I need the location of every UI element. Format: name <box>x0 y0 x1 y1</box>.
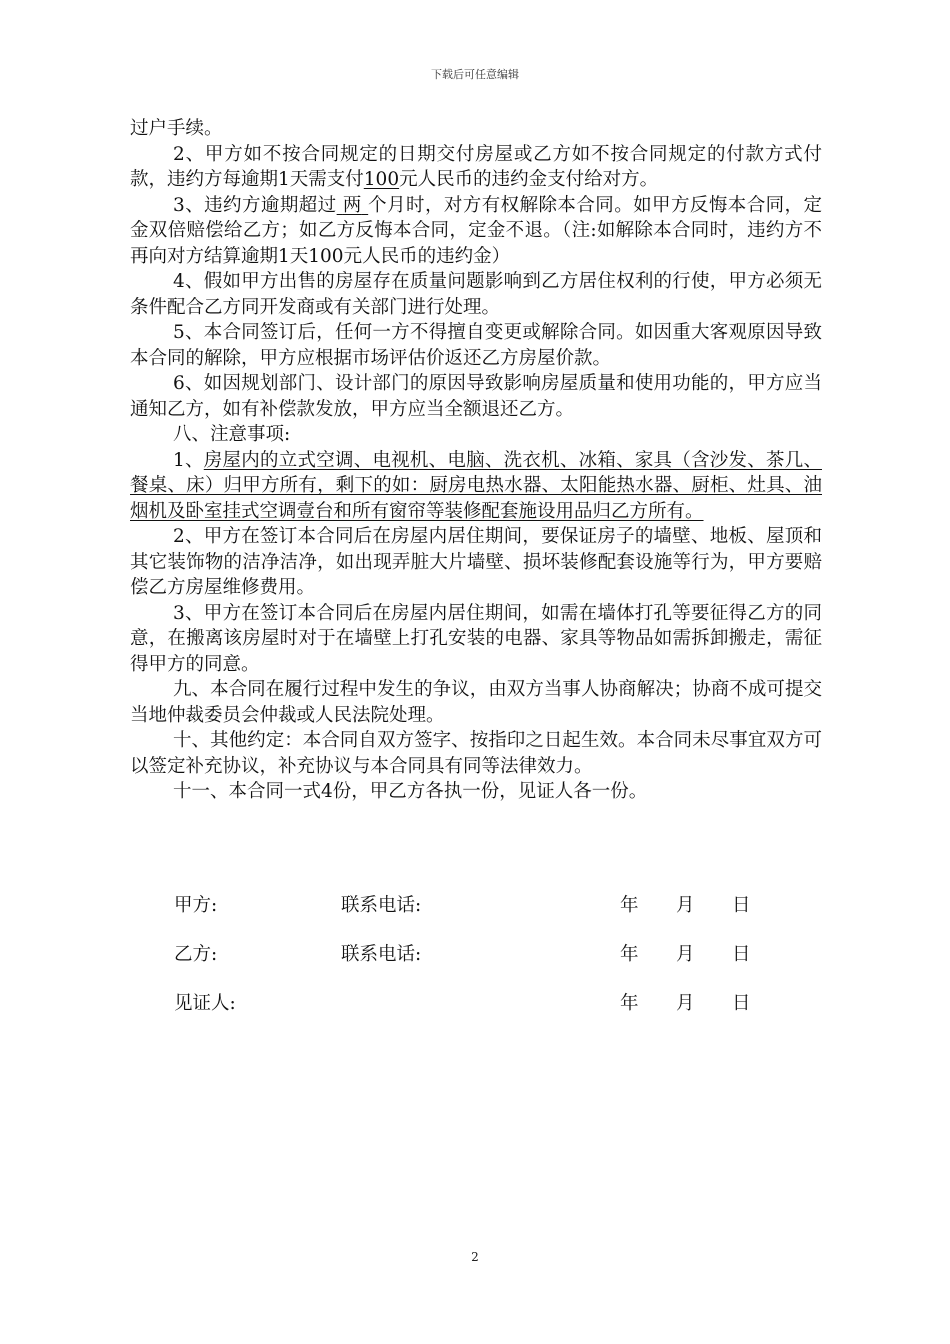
paragraph-text: 九、本合同在履行过程中发生的争议，由双方当事人协商解决；协商不成可提交当地仲裁委员会仲裁或人民法院处理。 <box>130 679 822 726</box>
month-label: 月 <box>676 944 695 965</box>
clause-copies <box>130 779 822 805</box>
penalty-amount: 100 <box>363 169 400 190</box>
note-furniture-ownership <box>130 448 822 525</box>
paragraph-continuation <box>130 116 822 142</box>
clause-breach-payment <box>130 142 822 193</box>
day-label: 日 <box>732 993 751 1014</box>
clause-quality-issue <box>130 269 822 320</box>
paragraph-text: 3、甲方在签订本合同后在房屋内居住期间，如需在墙体打孔等要征得乙方的同意，在搬离该房屋时对于在墙壁上打孔安装的电器、家具等物品如需拆卸搬走，需征得甲方的同意。 <box>130 602 822 675</box>
overdue-period <box>337 195 369 216</box>
page-header: 下载后可任意编辑 <box>431 68 519 81</box>
paragraph-text: 十一、本合同一式4份，甲乙方各执一份，见证人各一份。 <box>173 781 648 802</box>
paragraph-text: 八、注意事项: <box>173 424 291 445</box>
month-label: 月 <box>676 895 695 916</box>
paragraph-text: 4、假如甲方出售的房屋存在质量问题影响到乙方居住权利的行使，甲方必须无条件配合乙方同开发商或有关部门进行处理。 <box>130 271 822 318</box>
signature-row-party-b <box>174 940 794 966</box>
day-label: 日 <box>732 895 751 916</box>
month-label: 月 <box>676 993 695 1014</box>
year-label: 年 <box>620 993 639 1014</box>
overdue-period-value: 两 <box>342 194 362 216</box>
paragraph-text: 1、 <box>173 449 204 471</box>
paragraph-text: 2、甲方如不按合同规定的日期交付房屋或乙方如不按合同规定的付款方式付款，违约方每逾期1天需支付 <box>130 143 822 190</box>
note-drilling <box>130 601 822 678</box>
party-label: 见证人: <box>174 993 236 1014</box>
paragraph-text: 十、其他约定：本合同自双方签字、按指印之日起生效。本合同未尽事宜双方可以签定补充协议，补充协议与本合同具有同等法律效力。 <box>130 730 822 777</box>
signature-row-witness <box>174 989 794 1015</box>
note-cleanliness <box>130 524 822 601</box>
underlined-ownership-text: 房屋内的立式空调、电视机、电脑、洗衣机、冰箱、家具（含沙发、茶几、餐桌、床）归甲方所有，剩下的如：厨房电热水器、太阳能热水器、厨柜、灶具、油烟机及卧室挂式空调壹台和所有窗帘等装修配套施设用品归乙方所有。 <box>130 449 822 522</box>
day-label: 日 <box>732 944 751 965</box>
paragraph-text: 元人民币的违约金支付给对方。 <box>399 169 659 190</box>
phone-label: 联系电话: <box>341 944 422 965</box>
signature-row-party-a <box>174 891 794 917</box>
clause-dispute <box>130 677 822 728</box>
paragraph-text: 个月时，对方有权解除本合同。如甲方反悔本合同，定金双倍赔偿给乙方；如乙方反悔本合同，定金不退。（注:如解除本合同时，违约方不再向对方结算逾期1天100元人民币的违约金） <box>130 194 822 267</box>
party-label: 甲方: <box>174 895 218 916</box>
paragraph-text: 过户手续。 <box>130 118 223 139</box>
paragraph-text: 3、违约方逾期超过 <box>173 194 337 216</box>
clause-overdue-termination <box>130 193 822 270</box>
phone-label: 联系电话: <box>341 895 422 916</box>
clause-no-change <box>130 320 822 371</box>
clause-planning <box>130 371 822 422</box>
contract-body <box>130 116 822 805</box>
paragraph-text: 5、本合同签订后，任何一方不得擅自变更或解除合同。如因重大客观原因导致本合同的解除，甲方应根据市场评估价返还乙方房屋价款。 <box>130 322 822 369</box>
paragraph-text: 6、如因规划部门、设计部门的原因导致影响房屋质量和使用功能的，甲方应当通知乙方，如有补偿款发放，甲方应当全额退还乙方。 <box>130 373 822 420</box>
year-label: 年 <box>620 895 639 916</box>
section-heading-notes <box>130 422 822 448</box>
paragraph-text: 2、甲方在签订本合同后在房屋内居住期间，要保证房子的墙壁、地板、屋顶和其它装饰物的洁净洁净，如出现弄脏大片墙壁、损坏装修配套设施等行为，甲方要赔偿乙方房屋维修费用。 <box>130 526 822 598</box>
party-label: 乙方: <box>174 944 218 965</box>
page-number: 2 <box>471 1250 479 1264</box>
clause-other <box>130 728 822 779</box>
year-label: 年 <box>620 944 639 965</box>
